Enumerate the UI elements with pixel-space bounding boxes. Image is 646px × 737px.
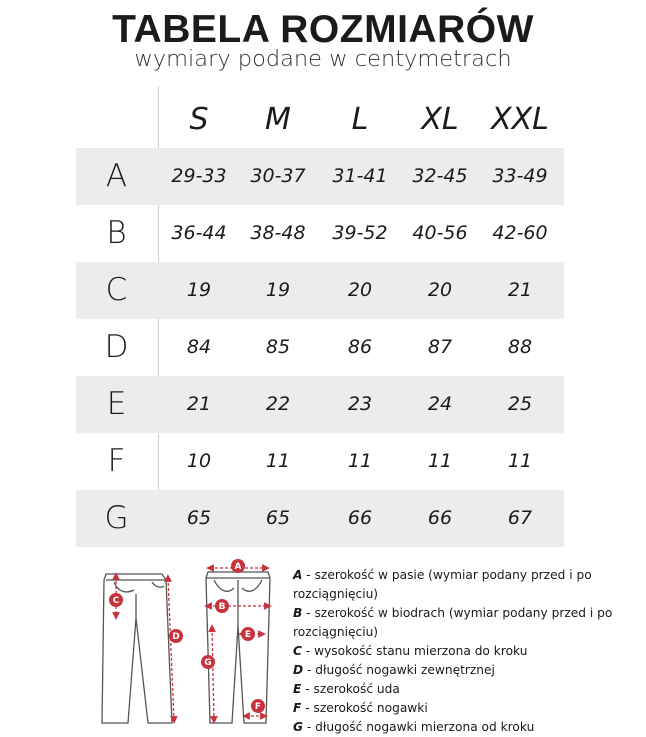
table-cell: 31-41 — [332, 165, 388, 187]
table-cell: 88 — [507, 336, 533, 358]
table-cell: 11 — [265, 450, 291, 472]
table-cell: 65 — [186, 507, 212, 529]
table-cell: 66 — [427, 507, 453, 529]
legend-item-c: C - wysokość stanu mierzona do kroku — [293, 644, 528, 658]
table-cell: 84 — [186, 336, 212, 358]
row-label: E — [106, 386, 127, 422]
table-cell: 29-33 — [171, 165, 227, 187]
svg-text:E: E — [244, 630, 252, 640]
table-cell: 38-48 — [250, 222, 306, 244]
row-label: B — [106, 215, 127, 251]
table-row — [76, 148, 564, 205]
table-cell: 21 — [507, 279, 533, 301]
table-cell: 32-45 — [412, 165, 468, 187]
table-cell: 65 — [265, 507, 291, 529]
legend-item-b: B - szerokość w biodrach (wymiar podany przed i po rozciągnięciu) — [293, 606, 613, 639]
row-label: C — [105, 272, 128, 308]
legend-item-d: D - długość nogawki zewnętrznej — [293, 663, 495, 677]
table-row — [76, 262, 564, 319]
table-cell: 11 — [347, 450, 373, 472]
legend-item-g: G - długość nogawki mierzona od kroku — [293, 720, 535, 734]
table-cell: 20 — [427, 279, 453, 301]
legend-item-a: A - szerokość w pasie (wymiar podany przed i po rozciągnięciu) — [293, 568, 592, 601]
table-cell: 86 — [347, 336, 373, 358]
table-cell: 23 — [347, 393, 373, 415]
column-header-l: L — [351, 102, 369, 137]
table-cell: 22 — [265, 393, 291, 415]
marker-f-icon — [251, 699, 265, 713]
svg-text:G: G — [204, 658, 212, 668]
table-cell: 19 — [265, 279, 291, 301]
legend-item-e: E - szerokość uda — [293, 682, 400, 696]
page-title: TABELA ROZMIARÓW — [112, 8, 534, 51]
table-cell: 21 — [186, 393, 212, 415]
table-cell: 30-37 — [250, 165, 306, 187]
table-cell: 36-44 — [171, 222, 227, 244]
table-cell: 24 — [427, 393, 453, 415]
table-row — [76, 433, 564, 490]
marker-b-icon — [215, 599, 229, 613]
svg-text:F: F — [254, 702, 262, 712]
table-cell: 67 — [507, 507, 533, 529]
row-label: A — [105, 158, 128, 194]
table-cell: 66 — [347, 507, 373, 529]
table-cell: 87 — [427, 336, 453, 358]
column-header-m: M — [265, 102, 291, 137]
column-header-xl: XL — [421, 102, 459, 137]
marker-a-icon — [231, 559, 245, 573]
svg-text:A: A — [234, 562, 242, 572]
legend-item-f: F - szerokość nogawki — [293, 701, 428, 715]
table-cell: 25 — [507, 393, 533, 415]
row-label: D — [104, 329, 129, 365]
row-label: G — [104, 500, 129, 536]
table-cell: 10 — [186, 450, 212, 472]
table-row — [76, 490, 564, 547]
marker-g-icon — [201, 655, 215, 669]
page-subtitle: wymiary podane w centymetrach — [134, 46, 512, 72]
trousers-measurement-diagram — [96, 558, 276, 730]
table-cell: 19 — [186, 279, 212, 301]
column-header-s: S — [189, 102, 209, 137]
marker-e-icon — [241, 627, 255, 641]
table-row — [76, 376, 564, 433]
marker-d-icon — [169, 629, 183, 643]
measurement-legend — [293, 566, 643, 737]
table-cell: 33-49 — [492, 165, 548, 187]
svg-text:C: C — [112, 596, 120, 606]
marker-c-icon — [109, 593, 123, 607]
row-label: F — [107, 443, 126, 479]
table-row — [76, 319, 564, 376]
table-cell: 20 — [347, 279, 373, 301]
svg-text:B: B — [218, 602, 226, 612]
table-cell: 11 — [507, 450, 533, 472]
table-cell: 85 — [265, 336, 291, 358]
table-cell: 40-56 — [412, 222, 468, 244]
svg-text:D: D — [172, 632, 180, 642]
table-cell: 42-60 — [492, 222, 548, 244]
table-row — [76, 205, 564, 262]
table-cell: 11 — [427, 450, 453, 472]
column-header-xxl: XXL — [491, 102, 549, 137]
table-cell: 39-52 — [332, 222, 388, 244]
